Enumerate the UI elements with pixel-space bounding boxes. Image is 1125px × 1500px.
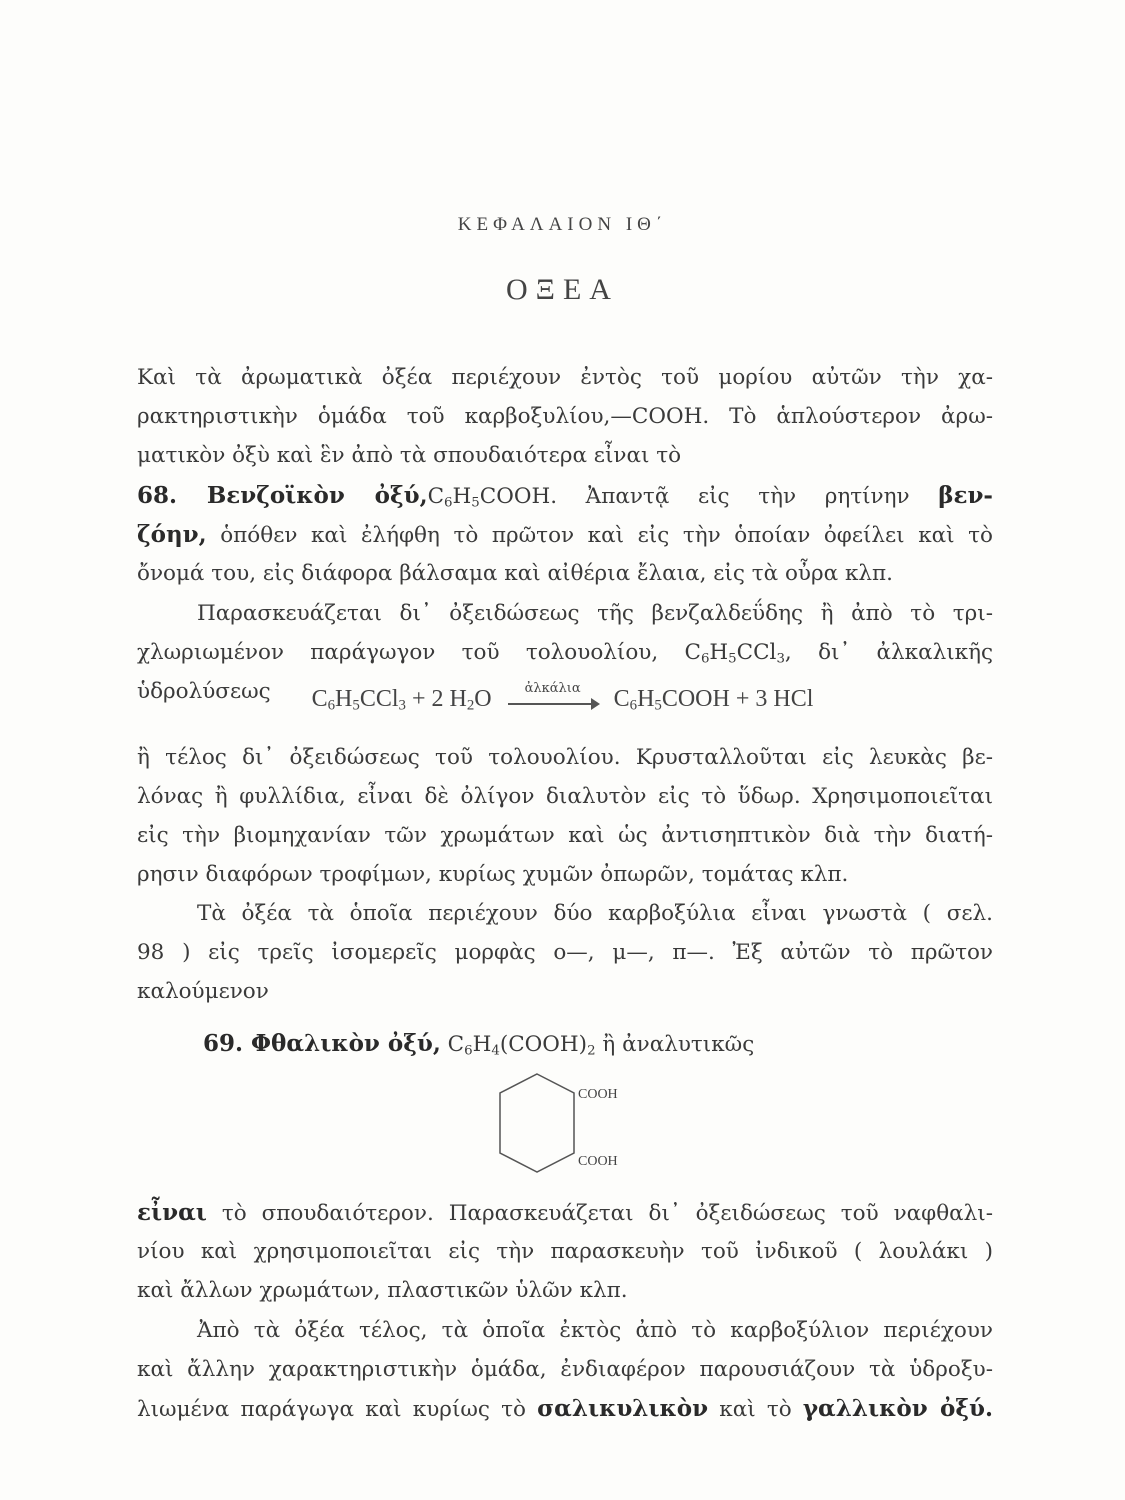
text-line: ζόην, ὁπόθεν καὶ ἐλήφθη τὸ πρῶτον καὶ εἰς τὴν ὁποίαν ὀφείλει καὶ τὸ [137,521,993,548]
section-68-heading-line: 68. Βενζοϊκὸν $ὀ\xi ύ,C_6H_5COOH$. Ἀπαντᾷ εἰς τὴν ρητίνην βεν- [137,482,993,511]
trichloro-formula: $C_6H_5CCl_3$, [684,640,792,667]
text-line: ματικὸν ὀξὺ καὶ ἓν ἀπὸ τὰ σπουδαιότερα εἶναι τὸ [137,443,682,468]
salicylic-term: σαλικυλικὸν [537,1395,709,1422]
text-line: λόνας ἢ φυλλίδια, εἶναι δὲ ὀλίγον διαλυτὸν εἰς τὸ ὕδωρ. Χρησιμοποιεῖται [137,784,993,809]
arrow-label: ἀλκάλια [524,681,581,697]
text-line: ὑδρολύσεως [137,679,271,704]
chapter-title: ΟΞΕΑ [506,273,619,306]
benzoin-term-cont: ζόην, [137,521,207,548]
benzoin-term: βεν- [938,482,993,509]
section-69-heading-line: 69. Φθαλικὸν ὀξύ, $C_6H_4(COOH)_2$ ἢ ἀναλυτικῶς [203,1030,755,1059]
chapter-heading: ΚΕΦΑΛΑΙΟΝ ΙΘ΄ [457,214,668,235]
text-line: λιωμένα παράγωγα καὶ κυρίως τὸ σαλικυλικὸν καὶ τὸ γαλλικὸν ὀξύ. [137,1395,993,1422]
benzoic-formula: $C_6H_5COOH$. [427,484,558,511]
text-line: εἰς τὴν βιομηχανίαν τῶν χρωμάτων καὶ ὡς ἀντισηπτικὸν διὰ τὴν διατή- [137,823,993,848]
text-line: καλούμενον [137,979,269,1004]
text-line: ρακτηριστικὴν ὁμάδα τοῦ καρβοξυλίου,—COOH. Τὸ ἁπλούστερον ἀρω- [137,404,993,429]
text-line: εἶναι τὸ σπουδαιότερον. Παρασκευάζεται δι᾽ ὀξειδώσεως τοῦ ναφθαλι- [137,1199,993,1226]
text-line: Τὰ ὀξέα τὰ ὁποῖα περιέχουν δύο καρβοξύλια εἶναι γνωστὰ ( σελ. [197,901,993,926]
gallic-term: γαλλικὸν ὀξύ [802,1395,985,1422]
text-line: νίου καὶ χρησιμοποιεῖται εἰς τὴν παρασκευὴν τοῦ ἰνδικοῦ ( λουλάκι ) [137,1239,993,1264]
phthalic-formula: $C_6H_4(COOH)_2$ [447,1032,596,1059]
section-69-heading: 69. Φθαλικὸν ὀξύ, [203,1030,441,1057]
text-line: Καὶ τὰ ἀρωματικὰ ὀξέα περιέχουν ἐντὸς τοῦ μορίου αὐτῶν τὴν χα- [137,365,993,390]
hydrolysis-equation: $C_6H_5CCl_3 + 2$ $H_2O$ ἀλκάλια $C_6H_5COOH + 3$ HCl [311,681,814,714]
text-line: 98 ) εἰς τρεῖς ἰσομερεῖς μορφὰς ο—, μ—, π—. Ἐξ αὐτῶν τὸ πρῶτον [137,940,993,965]
section-68-heading: 68. Βενζοϊκὸν ὀξύ, [137,482,428,509]
reaction-arrow-icon [508,681,598,701]
cooh-bottom-label: COOH [578,1154,618,1169]
cooh-top-label: COOH [578,1087,618,1102]
text-line: ἢ τέλος δι᾽ ὀξειδώσεως τοῦ τολουολίου. Κρυσταλλοῦται εἰς λευκὰς βε- [137,745,993,770]
text-line: καὶ ἄλλην χαρακτηριστικὴν ὁμάδα, ἐνδιαφέρον παρουσιάζουν τὰ ὑδροξυ- [137,1357,993,1382]
text-line: ρησιν διαφόρων τροφίμων, κυρίως χυμῶν ὀπωρῶν, τομάτας κλπ. [137,862,849,887]
text-line: καὶ ἄλλων χρωμάτων, πλαστικῶν ὑλῶν κλπ. [137,1278,628,1303]
phthalic-acid-structure-icon [490,1070,650,1180]
text-line: Ἀπὸ τὰ ὀξέα τέλος, τὰ ὁποῖα ἐκτὸς ἀπὸ τὸ καρβοξύλιον περιέχουν [197,1318,993,1343]
text-line: χλωριωμένον παράγωγον τοῦ τολουολίου, $C_6H_5CCl_3$, δι᾽ ἀλκαλικῆς [137,640,994,667]
text-line: ὄνομά του, εἰς διάφορα βάλσαμα καὶ αἰθέρια ἔλαια, εἰς τὰ οὖρα κλπ. [137,561,893,586]
text-line: Παρασκευάζεται δι᾽ ὀξειδώσεως τῆς βενζαλδεΰδης ἢ ἀπὸ τὸ τρι- [197,601,993,626]
